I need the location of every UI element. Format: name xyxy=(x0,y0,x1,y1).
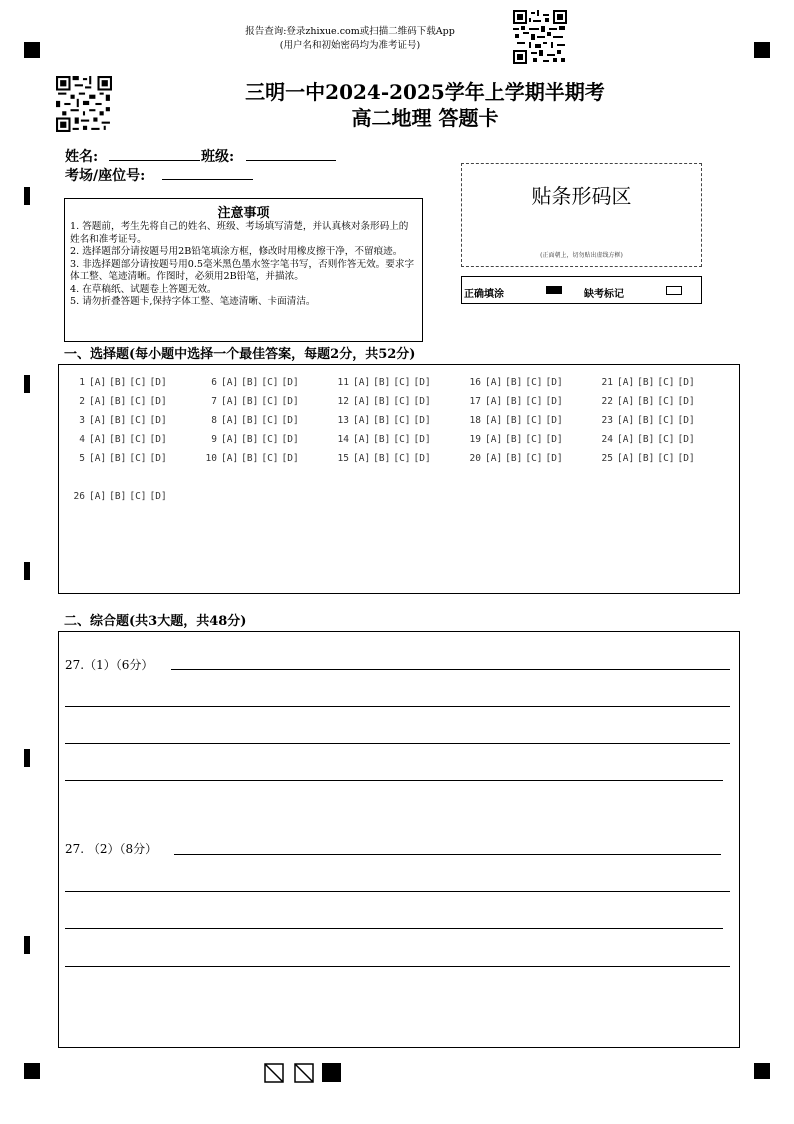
option-bubble[interactable]: [A] xyxy=(617,377,635,388)
question-row-10 xyxy=(199,453,302,464)
absent-mark-label: 缺考标记 xyxy=(584,289,624,300)
answer-line[interactable] xyxy=(171,669,730,670)
option-bubble[interactable]: [D] xyxy=(281,377,299,388)
question-row-4 xyxy=(67,434,170,445)
timing-mark xyxy=(24,375,30,393)
fill-legend xyxy=(461,276,702,304)
question-row-1 xyxy=(67,377,170,388)
option-bubble[interactable]: [A] xyxy=(485,396,503,407)
question-row-9 xyxy=(199,434,302,445)
option-bubble[interactable]: [C] xyxy=(261,396,279,407)
option-bubble[interactable]: [C] xyxy=(393,434,411,445)
notice-item: 4. 在草稿纸、试题卷上答题无效。 xyxy=(70,283,217,295)
notice-item: 2. 选择题部分请按题号用2B铅笔填涂方框，修改时用橡皮擦干净，不留痕迹。 xyxy=(70,246,403,257)
question-number: 7 xyxy=(211,396,217,407)
question-number: 15 xyxy=(337,453,349,464)
option-bubble[interactable]: [A] xyxy=(89,434,107,445)
answer-line[interactable] xyxy=(65,706,730,707)
barcode-area-note: (正面朝上，切勿贴出虚线方框) xyxy=(540,252,623,259)
option-bubble[interactable]: [D] xyxy=(149,491,167,502)
class-label: 班级: xyxy=(201,149,235,165)
option-bubble[interactable]: [D] xyxy=(281,396,299,407)
question-row-8 xyxy=(199,415,302,426)
question-number: 22 xyxy=(601,396,613,407)
answer-line[interactable] xyxy=(65,891,730,892)
notice-item: 3. 非选择题部分请按题号用0.5毫米黑色墨水签字笔书写，否则作答无效。要求字体工整、笔迹清晰。作图时，必须用2B铅笔，并描浓。 xyxy=(70,258,415,282)
option-bubble[interactable]: [B] xyxy=(637,434,655,445)
option-bubble[interactable]: [D] xyxy=(545,396,563,407)
option-bubble[interactable]: [D] xyxy=(413,434,431,445)
option-bubble[interactable]: [D] xyxy=(413,453,431,464)
option-bubble[interactable]: [B] xyxy=(109,396,127,407)
registration-mark-top-left xyxy=(24,42,40,58)
option-bubble[interactable]: [B] xyxy=(109,415,127,426)
option-bubble[interactable]: [A] xyxy=(353,434,371,445)
timing-mark xyxy=(24,187,30,205)
question-number: 24 xyxy=(601,434,613,445)
question-number: 12 xyxy=(337,396,349,407)
question-row-7 xyxy=(199,396,302,407)
option-bubble[interactable]: [C] xyxy=(261,415,279,426)
correct-fill-sample-icon xyxy=(546,286,562,294)
student-qr-code-icon xyxy=(56,76,112,132)
section1-title: 一、选择题(每小题中选择一个最佳答案，每题2分，共52分) xyxy=(64,347,416,362)
question-number: 5 xyxy=(79,453,85,464)
question-27-2-label: 27. （2）（8分） xyxy=(65,842,158,856)
option-bubble[interactable]: [D] xyxy=(149,377,167,388)
option-bubble[interactable]: [C] xyxy=(525,396,543,407)
question-row-19 xyxy=(463,434,566,445)
question-row-17 xyxy=(463,396,566,407)
question-number: 11 xyxy=(337,377,349,388)
question-row-16 xyxy=(463,377,566,388)
option-bubble[interactable]: [B] xyxy=(637,415,655,426)
question-row-23 xyxy=(595,415,698,426)
option-bubble[interactable]: [D] xyxy=(281,415,299,426)
option-bubble[interactable]: [B] xyxy=(637,377,655,388)
option-bubble[interactable]: [C] xyxy=(129,453,147,464)
option-bubble[interactable]: [C] xyxy=(129,415,147,426)
question-row-20 xyxy=(463,453,566,464)
option-bubble[interactable]: [B] xyxy=(241,377,259,388)
option-bubble[interactable]: [C] xyxy=(657,415,675,426)
question-row-14 xyxy=(331,434,434,445)
option-bubble[interactable]: [B] xyxy=(505,396,523,407)
option-bubble[interactable]: [B] xyxy=(109,453,127,464)
option-bubble[interactable]: [D] xyxy=(281,453,299,464)
option-bubble[interactable]: [C] xyxy=(525,453,543,464)
question-row-21 xyxy=(595,377,698,388)
option-bubble[interactable]: [C] xyxy=(129,396,147,407)
seat-field[interactable] xyxy=(162,179,253,180)
app-qr-code-icon xyxy=(513,10,567,64)
notice-box xyxy=(64,198,423,342)
option-bubble[interactable]: [A] xyxy=(617,396,635,407)
registration-mark-bottom-right xyxy=(754,1063,770,1079)
option-bubble[interactable]: [A] xyxy=(353,396,371,407)
option-bubble[interactable]: [B] xyxy=(241,396,259,407)
question-row-13 xyxy=(331,415,434,426)
name-field[interactable] xyxy=(109,160,200,161)
question-number: 2 xyxy=(79,396,85,407)
report-query-line2: (用户名和初始密码均为准考证号) xyxy=(279,40,421,51)
question-number: 20 xyxy=(469,453,481,464)
answer-line[interactable] xyxy=(65,780,723,781)
option-bubble[interactable]: [A] xyxy=(221,434,239,445)
option-bubble[interactable]: [D] xyxy=(677,453,695,464)
option-bubble[interactable]: [D] xyxy=(545,415,563,426)
option-bubble[interactable]: [A] xyxy=(221,453,239,464)
option-bubble[interactable]: [A] xyxy=(221,396,239,407)
option-bubble[interactable]: [B] xyxy=(109,491,127,502)
option-bubble[interactable]: [C] xyxy=(525,434,543,445)
question-number: 13 xyxy=(337,415,349,426)
answer-line[interactable] xyxy=(65,743,730,744)
option-bubble[interactable]: [C] xyxy=(129,491,147,502)
option-bubble[interactable]: [C] xyxy=(657,434,675,445)
option-bubble[interactable]: [A] xyxy=(485,434,503,445)
option-bubble[interactable]: [D] xyxy=(413,377,431,388)
option-bubble[interactable]: [C] xyxy=(261,377,279,388)
option-bubble[interactable]: [A] xyxy=(617,453,635,464)
question-row-11 xyxy=(331,377,434,388)
option-bubble[interactable]: [C] xyxy=(261,434,279,445)
question-number: 21 xyxy=(601,377,613,388)
question-number: 4 xyxy=(79,434,85,445)
option-bubble[interactable]: [B] xyxy=(373,453,391,464)
class-field[interactable] xyxy=(246,160,336,161)
report-query-line1: 报告查询:登录zhixue.com或扫描二维码下载App xyxy=(245,26,455,37)
page-mark-slash-icon xyxy=(294,1063,314,1083)
barcode-area xyxy=(461,163,702,267)
option-bubble[interactable]: [B] xyxy=(505,453,523,464)
barcode-area-title: 贴条形码区 xyxy=(531,184,632,208)
option-bubble[interactable]: [B] xyxy=(241,434,259,445)
option-bubble[interactable]: [B] xyxy=(373,434,391,445)
option-bubble[interactable]: [A] xyxy=(353,453,371,464)
registration-mark-bottom-left xyxy=(24,1063,40,1079)
option-bubble[interactable]: [B] xyxy=(373,377,391,388)
option-bubble[interactable]: [A] xyxy=(617,415,635,426)
option-bubble[interactable]: [A] xyxy=(89,377,107,388)
option-bubble[interactable]: [B] xyxy=(373,415,391,426)
question-27-1-label: 27.（1）（6分） xyxy=(65,658,154,672)
question-number: 25 xyxy=(601,453,613,464)
notice-item: 1. 答题前，考生先将自己的姓名、班级、考场填写清楚，并认真核对条形码上的姓名和准考证号。 xyxy=(70,221,409,245)
option-bubble[interactable]: [D] xyxy=(677,415,695,426)
option-bubble[interactable]: [D] xyxy=(149,415,167,426)
option-bubble[interactable]: [D] xyxy=(149,434,167,445)
question-row-18 xyxy=(463,415,566,426)
option-bubble[interactable]: [C] xyxy=(657,453,675,464)
section2-title: 二、综合题(共3大题，共48分) xyxy=(64,614,247,629)
option-bubble[interactable]: [A] xyxy=(485,453,503,464)
option-bubble[interactable]: [D] xyxy=(545,377,563,388)
option-bubble[interactable]: [A] xyxy=(221,415,239,426)
option-bubble[interactable]: [B] xyxy=(505,415,523,426)
option-bubble[interactable]: [A] xyxy=(485,377,503,388)
option-bubble[interactable]: [D] xyxy=(149,453,167,464)
question-number: 14 xyxy=(337,434,349,445)
option-bubble[interactable]: [C] xyxy=(129,434,147,445)
question-number: 26 xyxy=(73,491,85,502)
option-bubble[interactable]: [D] xyxy=(677,434,695,445)
question-row-26 xyxy=(67,491,170,502)
question-number: 19 xyxy=(469,434,481,445)
question-number: 23 xyxy=(601,415,613,426)
exam-subtitle: 高二地理 答题卡 xyxy=(351,106,499,130)
option-bubble[interactable]: [A] xyxy=(353,415,371,426)
question-number: 9 xyxy=(211,434,217,445)
report-query-note xyxy=(200,25,500,53)
question-number: 18 xyxy=(469,415,481,426)
multiple-choice-box xyxy=(58,364,740,594)
option-bubble[interactable]: [D] xyxy=(413,396,431,407)
option-bubble[interactable]: [D] xyxy=(149,396,167,407)
option-bubble[interactable]: [A] xyxy=(617,434,635,445)
option-bubble[interactable]: [A] xyxy=(485,415,503,426)
option-bubble[interactable]: [C] xyxy=(393,415,411,426)
option-bubble[interactable]: [C] xyxy=(657,377,675,388)
name-label: 姓名: xyxy=(65,149,99,165)
timing-mark xyxy=(24,562,30,580)
option-bubble[interactable]: [D] xyxy=(281,434,299,445)
absent-mark-box[interactable] xyxy=(666,286,682,295)
question-number: 3 xyxy=(79,415,85,426)
option-bubble[interactable]: [B] xyxy=(505,434,523,445)
seat-label: 考场/座位号: xyxy=(65,168,146,184)
question-row-5 xyxy=(67,453,170,464)
option-bubble[interactable]: [A] xyxy=(89,396,107,407)
option-bubble[interactable]: [A] xyxy=(89,453,107,464)
question-row-25 xyxy=(595,453,698,464)
page-mark-filled-icon xyxy=(322,1063,341,1082)
notice-title: 注意事项 xyxy=(217,206,270,221)
option-bubble[interactable]: [A] xyxy=(221,377,239,388)
registration-mark-top-right xyxy=(754,42,770,58)
option-bubble[interactable]: [C] xyxy=(657,396,675,407)
option-bubble[interactable]: [B] xyxy=(637,453,655,464)
option-bubble[interactable]: [A] xyxy=(89,491,107,502)
timing-mark xyxy=(24,749,30,767)
option-bubble[interactable]: [C] xyxy=(525,415,543,426)
option-bubble[interactable]: [B] xyxy=(505,377,523,388)
option-bubble[interactable]: [C] xyxy=(129,377,147,388)
option-bubble[interactable]: [C] xyxy=(393,453,411,464)
option-bubble[interactable]: [C] xyxy=(525,377,543,388)
option-bubble[interactable]: [D] xyxy=(545,434,563,445)
timing-mark xyxy=(24,936,30,954)
option-bubble[interactable]: [B] xyxy=(109,434,127,445)
question-row-15 xyxy=(331,453,434,464)
question-number: 10 xyxy=(205,453,217,464)
answer-line[interactable] xyxy=(65,966,730,967)
page-mark-slash-icon xyxy=(264,1063,284,1083)
option-bubble[interactable]: [A] xyxy=(89,415,107,426)
option-bubble[interactable]: [C] xyxy=(393,377,411,388)
option-bubble[interactable]: [B] xyxy=(109,377,127,388)
question-row-22 xyxy=(595,396,698,407)
question-number: 17 xyxy=(469,396,481,407)
option-bubble[interactable]: [D] xyxy=(413,415,431,426)
comprehensive-answer-box xyxy=(58,631,740,1048)
option-bubble[interactable]: [B] xyxy=(637,396,655,407)
option-bubble[interactable]: [D] xyxy=(677,396,695,407)
question-row-6 xyxy=(199,377,302,388)
option-bubble[interactable]: [C] xyxy=(261,453,279,464)
question-number: 16 xyxy=(469,377,481,388)
question-row-2 xyxy=(67,396,170,407)
question-number: 8 xyxy=(211,415,217,426)
option-bubble[interactable]: [D] xyxy=(545,453,563,464)
question-row-12 xyxy=(331,396,434,407)
question-number: 6 xyxy=(211,377,217,388)
answer-line[interactable] xyxy=(65,928,723,929)
question-number: 1 xyxy=(79,377,85,388)
question-row-3 xyxy=(67,415,170,426)
option-bubble[interactable]: [D] xyxy=(677,377,695,388)
notice-item: 5. 请勿折叠答题卡,保持字体工整、笔迹清晰、卡面清洁。 xyxy=(70,296,316,307)
option-bubble[interactable]: [B] xyxy=(241,415,259,426)
question-row-24 xyxy=(595,434,698,445)
option-bubble[interactable]: [B] xyxy=(373,396,391,407)
option-bubble[interactable]: [B] xyxy=(241,453,259,464)
option-bubble[interactable]: [C] xyxy=(393,396,411,407)
correct-fill-label: 正确填涂 xyxy=(464,289,504,300)
option-bubble[interactable]: [A] xyxy=(353,377,371,388)
answer-line[interactable] xyxy=(174,854,721,855)
exam-title: 三明一中2024-2025学年上学期半期考 xyxy=(245,80,605,104)
